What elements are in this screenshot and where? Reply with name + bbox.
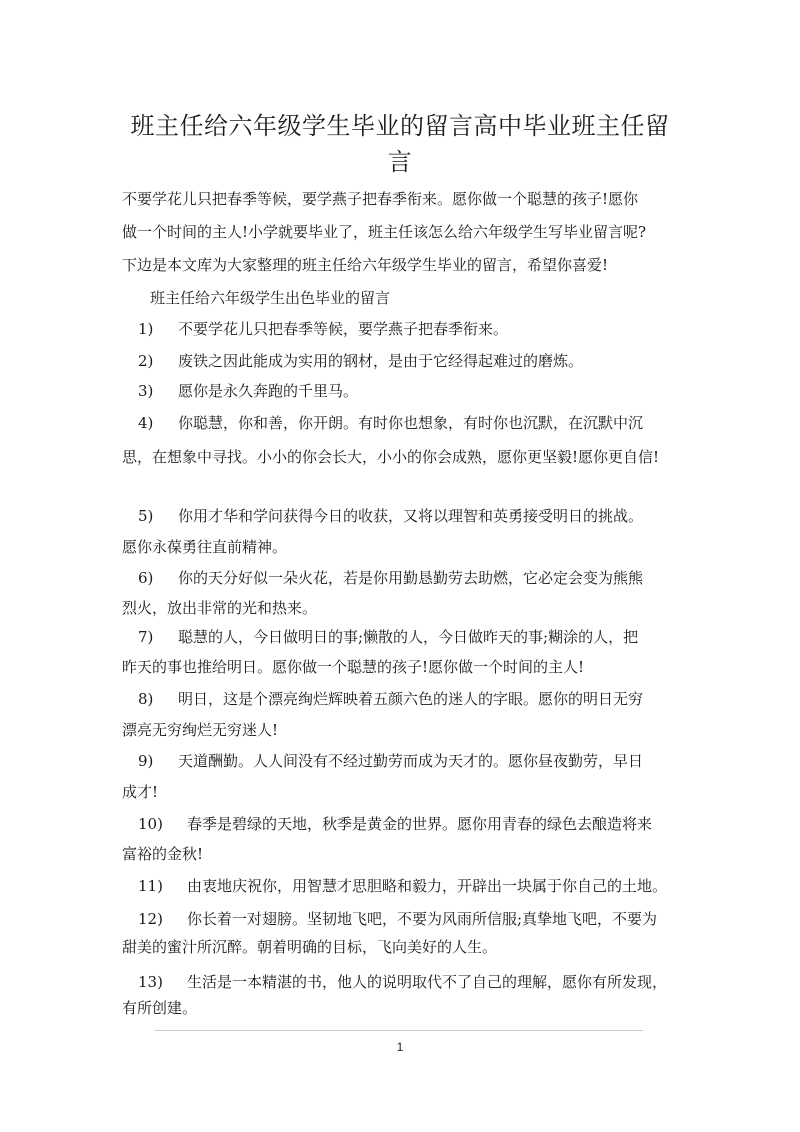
item-number: 8): [138, 690, 154, 708]
item-text-continued: 烈火，放出非常的光和热来。: [122, 599, 318, 617]
item-text-continued: 昨天的事也推给明日。愿你做一个聪慧的孩子!愿你做一个时间的主人!: [122, 658, 585, 676]
intro-line-2: 做一个时间的主人!小学就要毕业了，班主任该怎么给六年级学生写毕业留言呢?: [122, 223, 647, 241]
document-title-line-2: 言: [387, 148, 413, 176]
item-text-continued: 愿你永葆勇往直前精神。: [122, 538, 288, 556]
item-number: 9): [138, 752, 154, 770]
item-text: 愿你是永久奔跑的千里马。: [178, 382, 359, 400]
item-text: 你的天分好似一朵火花，若是你用勤恳勤劳去助燃，它必定会变为熊熊: [178, 569, 644, 587]
item-number: 2): [138, 352, 154, 370]
item-text-continued: 有所创建。: [122, 999, 198, 1017]
document-title-line-1: 班主任给六年级学生毕业的留言高中毕业班主任留: [130, 112, 670, 140]
item-text: 由衷地庆祝你，用智慧才思胆略和毅力，开辟出一块属于你自己的土地。: [187, 877, 668, 895]
item-number: 7): [138, 628, 154, 646]
item-text-continued: 富裕的金秋!: [122, 845, 204, 863]
intro-line-3: 下边是本文库为大家整理的班主任给六年级学生毕业的留言，希望你喜爱!: [122, 256, 609, 274]
footer-divider: [155, 1030, 643, 1031]
item-text: 聪慧的人，今日做明日的事;懒散的人，今日做昨天的事;糊涂的人，把: [178, 628, 639, 646]
item-text: 明日，这是个漂亮绚烂辉映着五颜六色的迷人的字眼。愿你的明日无穷: [178, 690, 644, 708]
item-number: 13): [138, 973, 163, 991]
intro-line-1: 不要学花儿只把春季等候，要学燕子把春季衔来。愿你做一个聪慧的孩子!愿你: [122, 190, 639, 208]
item-text-continued: 成才!: [122, 783, 159, 801]
item-text: 不要学花儿只把春季等候，要学燕子把春季衔来。: [178, 320, 509, 338]
item-text: 生活是一本精湛的书，他人的说明取代不了自己的理解，愿你有所发现，: [187, 973, 668, 991]
subheading: 班主任给六年级学生出色毕业的留言: [150, 289, 391, 307]
item-number: 6): [138, 569, 154, 587]
item-text: 你用才华和学问获得今日的收获，又将以理智和英勇接受明日的挑战。: [178, 507, 644, 525]
item-text-continued: 甜美的蜜汁所沉醉。朝着明确的目标，飞向美好的人生。: [122, 938, 498, 956]
item-number: 1): [138, 320, 154, 338]
page-number: 1: [396, 1040, 404, 1054]
item-text: 天道酬勤。人人间没有不经过勤劳而成为天才的。愿你昼夜勤劳，早日: [178, 752, 644, 770]
item-text: 春季是碧绿的天地，秋季是黄金的世界。愿你用青春的绿色去酿造将来: [187, 815, 653, 833]
item-text-continued: 思，在想象中寻找。小小的你会长大，小小的你会成熟，愿你更坚毅!愿你更自信!: [122, 448, 660, 466]
item-text: 你聪慧，你和善，你开朗。有时你也想象，有时你也沉默，在沉默中沉: [178, 414, 644, 432]
item-number: 10): [138, 815, 163, 833]
item-number: 12): [138, 910, 163, 928]
item-text-continued: 漂亮无穷绚烂无穷迷人!: [122, 721, 279, 739]
item-number: 3): [138, 382, 154, 400]
item-text: 废铁之因此能成为实用的钢材，是由于它经得起难过的磨炼。: [178, 352, 584, 370]
item-number: 5): [138, 507, 154, 525]
item-number: 11): [138, 877, 163, 895]
item-text: 你长着一对翅膀。坚韧地飞吧，不要为风雨所信服;真挚地飞吧，不要为: [187, 910, 658, 928]
item-number: 4): [138, 414, 154, 432]
